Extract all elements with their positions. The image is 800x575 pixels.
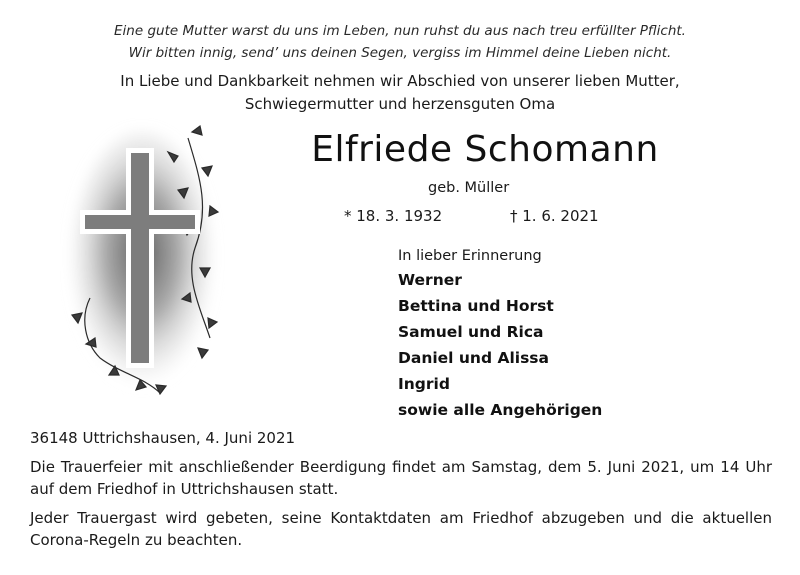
intro-line-1: In Liebe und Dankbarkeit nehmen wir Abschied von unserer lieben Mutter, <box>120 72 680 90</box>
mourner-name: Daniel und Alissa <box>398 349 549 367</box>
intro-line-2: Schwiegermutter und herzensguten Oma <box>244 95 556 113</box>
mourner-name: Samuel und Rica <box>398 323 544 341</box>
mourner-name: Bettina und Horst <box>398 297 554 315</box>
death-date: † 1. 6. 2021 <box>510 207 599 225</box>
corona-notice: Jeder Trauergast wird gebeten, seine Kontaktdaten am Friedhof abzugeben und die aktuellen Corona-Regeln zu beachten. <box>30 509 772 549</box>
birth-date: * 18. 3. 1932 <box>344 207 443 225</box>
funeral-notice: Die Trauerfeier mit anschließender Beerdigung findet am Samstag, dem 5. Juni 2021, um 14 Uhr auf dem Friedhof in Uttrichshausen statt. <box>30 458 772 498</box>
place-date: 36148 Uttrichshausen, 4. Juni 2021 <box>30 429 296 447</box>
mourner-name: sowie alle Angehörigen <box>398 401 603 419</box>
born-name: geb. Müller <box>428 180 510 196</box>
deceased-name: Elfriede Schomann <box>311 129 659 170</box>
verse-line-2: Wir bitten innig, send’ uns deinen Segen, vergiss im Himmel deine Lieben nicht. <box>128 45 672 61</box>
mourner-name: Werner <box>398 271 462 289</box>
mourner-name: Ingrid <box>398 375 450 393</box>
memory-heading: In lieber Erinnerung <box>398 248 542 264</box>
verse-line-1: Eine gute Mutter warst du uns im Leben, nun ruhst du aus nach treu erfüllter Pflicht. <box>114 23 686 39</box>
